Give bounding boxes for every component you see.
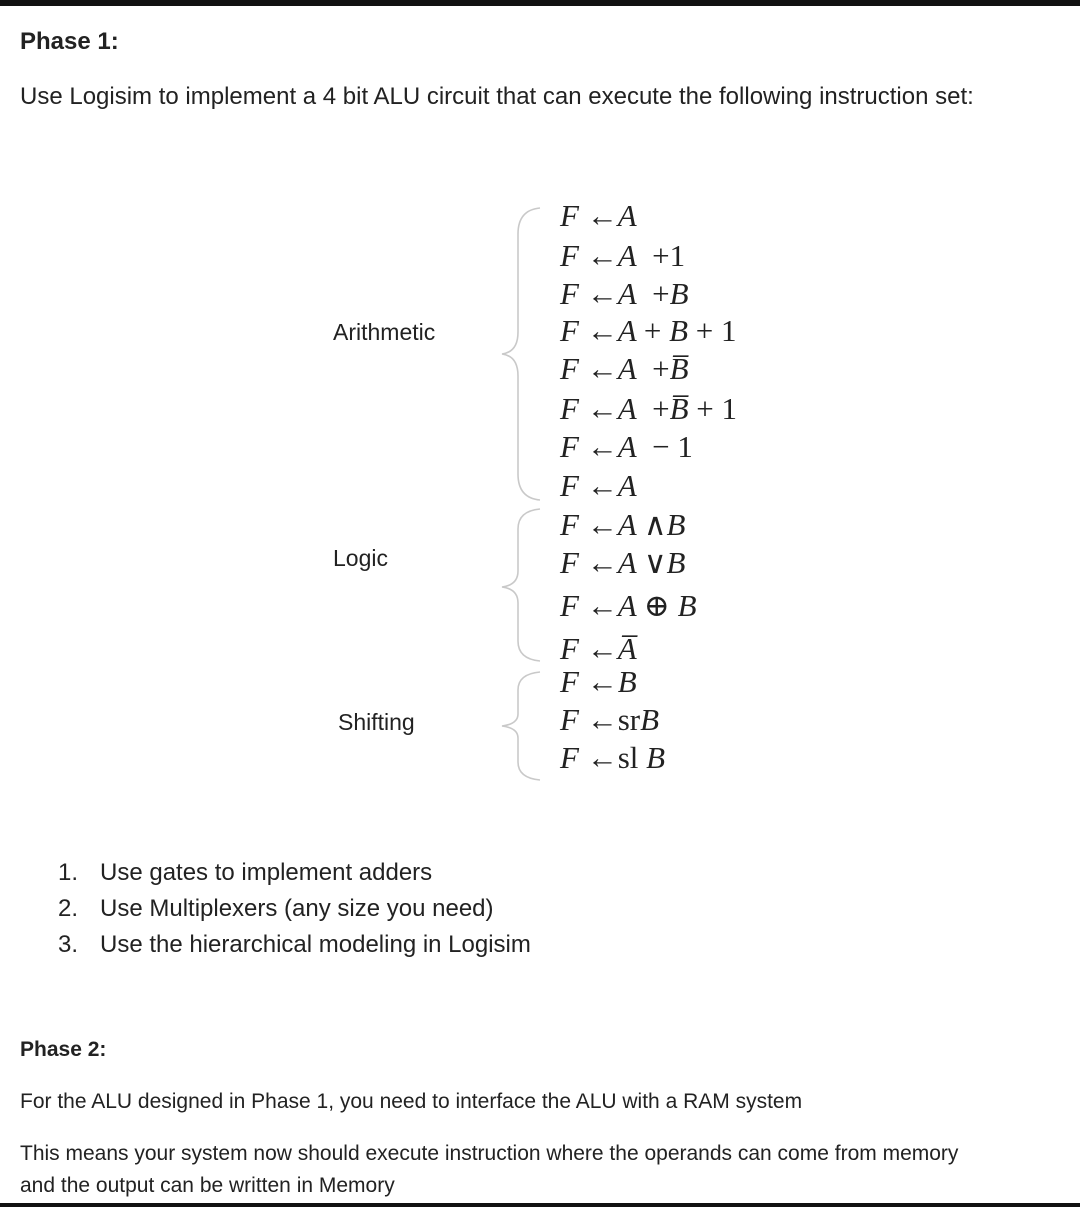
shifting-brace: [496, 668, 546, 784]
phase2-line2b: and the output can be written in Memory: [20, 1174, 395, 1197]
instruction-logic-1: F ←A ∧B: [560, 507, 686, 542]
instruction-shift-1: F ←B: [560, 664, 637, 699]
phase2-heading: Phase 2:: [20, 1038, 107, 1061]
logic-brace: [496, 505, 546, 665]
phase2-line2a: This means your system now should execute instruction where the operands can come from memory: [20, 1142, 959, 1165]
instruction-arith-2: F ←A +1: [560, 238, 686, 273]
logic-label: Logic: [333, 545, 388, 571]
instruction-arith-7: F ←A − 1: [560, 429, 693, 464]
instruction-shift-2: F ←srB: [560, 702, 660, 737]
instruction-arith-3: F ←A +B: [560, 276, 689, 311]
phase1-heading: Phase 1:: [20, 28, 119, 55]
phase1-intro: Use Logisim to implement a 4 bit ALU circuit that can execute the following instruction set:: [20, 83, 974, 110]
instruction-logic-3: F ←A ⊕ B: [560, 588, 697, 623]
instruction-logic-2: F ←A ∨B: [560, 545, 686, 580]
requirement-item: 3. Use the hierarchical modeling in Logisim: [58, 931, 531, 958]
requirement-item: 2. Use Multiplexers (any size you need): [58, 895, 494, 922]
instruction-arith-1: F ←A: [560, 198, 637, 233]
requirement-item: 1. Use gates to implement adders: [58, 859, 433, 886]
bottom-border: [0, 1203, 1080, 1207]
instruction-arith-6: F ←A +B̅ + 1: [560, 391, 738, 426]
instruction-logic-4: F ←A̅: [560, 631, 637, 666]
instruction-arith-8: F ←A: [560, 468, 637, 503]
arithmetic-brace: [496, 204, 546, 504]
instruction-arith-4: F ←A + B + 1: [560, 313, 737, 348]
shifting-label: Shifting: [338, 709, 415, 735]
instruction-arith-5: F ←A +B̅: [560, 351, 689, 386]
phase2-line1: For the ALU designed in Phase 1, you need to interface the ALU with a RAM system: [20, 1090, 803, 1113]
instruction-shift-3: F ←sl B: [560, 740, 666, 775]
top-border: [0, 0, 1080, 6]
arithmetic-label: Arithmetic: [333, 319, 436, 345]
